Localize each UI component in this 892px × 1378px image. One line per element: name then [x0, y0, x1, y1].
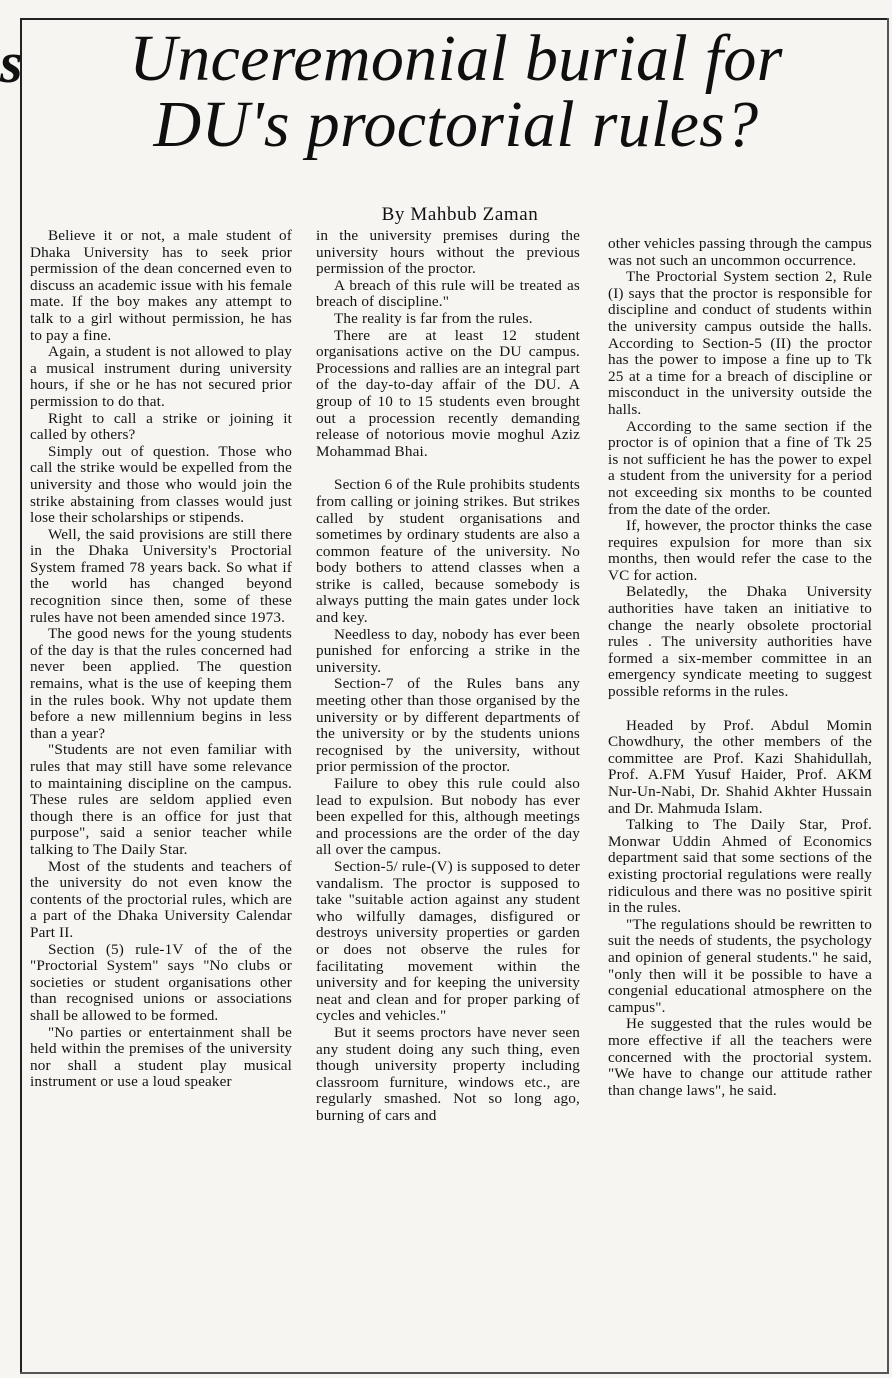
paragraph: Believe it or not, a male student of Dhaka University has to seek prior permission of the dean concerned even to discuss an academic issue with his female mate. If the boy makes any attempt to talk to a girl without permission, he has to pay a fine. — [30, 227, 292, 344]
paragraph: "The regulations should be rewritten to suit the needs of students, the psychology and opinion of general students." he said, "only then will it be possible to have a congenial educational atmosphere on the campus". — [608, 915, 872, 1016]
article-column-2 — [316, 228, 580, 1368]
paragraph: The good news for the young students of the day is that the rules concerned had never been applied. The question remains, what is the use of keeping them in the rules book. Why not update them before a new millennium begins in less than a year? — [30, 625, 292, 742]
byline: By Mahbub Zaman — [381, 204, 539, 225]
adjacent-clipping-fragment: s — [0, 30, 23, 95]
paragraph: Section-7 of the Rules bans any meeting other than those organised by the university or by different departments of the university or by the students unions recognised by the university, without prior permission of the proctor. — [316, 675, 580, 776]
paragraph: Section 6 of the Rule prohibits students from calling or joining strikes. But strikes called by student organisations and sometimes by ordinary students are also a common feature of the university. No body bothers to attend classes when a strike is called, because somebody is always putting the main gates under lock and key. — [316, 476, 580, 627]
paragraph: Headed by Prof. Abdul Momin Chowdhury, the other members of the committee are Prof. Kazi Shahidullah, Prof. A.FM Yusuf Haider, Prof. AKM Nur-Un-Nabi, Dr. Shahid Akhter Hussain and Dr. Mahmuda Islam. — [608, 716, 872, 817]
paragraph: Belatedly, the Dhaka University authorities have taken an initiative to change the nearly obsolete proctorial rules . The university authorities have formed a six-member committee in an emergency syndicate meeting to suggest possible reforms in the rules. — [608, 583, 872, 701]
paragraph: If, however, the proctor thinks the case requires expulsion for more than six months, then would refer the case to the VC for action. — [608, 517, 872, 584]
paragraph: There are at least 12 student organisations active on the DU campus. Processions and rallies are an integral part of the day-to-day affair of the DU. A group of 10 to 15 students even brought out a procession recently demanding release of notorious movie moghul Aziz Mohammad Bhai. — [316, 326, 580, 460]
paragraph: Simply out of question. Those who call the strike would be expelled from the university and those who would join the strike abstaining from classes would just lose their scholarships or stipends. — [30, 442, 292, 527]
paragraph: But it seems proctors have never seen any student doing any such thing, even though university property including classroom furniture, windows etc., are regularly smashed. Not so long ago, burning of cars and — [316, 1023, 580, 1124]
paragraph: in the university premises during the university hours without the previous permission of the proctor. — [316, 227, 580, 278]
headline-line-2: DU's proctorial rules? — [153, 88, 759, 161]
paragraph: Failure to obey this rule could also lead to expulsion. But nobody has ever been expelled for this, although meetings and processions are the order of the day all over the campus. — [316, 775, 580, 859]
paragraph: other vehicles passing through the campus was not such an uncommon occurrence. — [608, 235, 872, 269]
headline-line-1: Unceremonial burial for — [129, 22, 783, 95]
paragraph: Again, a student is not allowed to play a musical instrument during university hours, if she or he has not secured prior permission to do that. — [30, 343, 292, 410]
article-column-1 — [30, 228, 292, 1368]
paragraph: Well, the said provisions are still there in the Dhaka University's Proctorial System framed 78 years back. So what if the world has changed beyond recognition since then, some of these rules have not been amended since 1973. — [30, 525, 292, 626]
paragraph: Right to call a strike or joining it called by others? — [30, 409, 292, 444]
paragraph: The reality is far from the rules. — [334, 309, 533, 327]
paragraph: He suggested that the rules would be more effective if all the teachers were concerned with the proctorial system. "We have to change our attitude rather than change laws", he said. — [608, 1015, 872, 1099]
paragraph: Most of the students and teachers of the university do not even know the contents of the proctorial rules, which are a part of the Dhaka University Calendar Part II. — [30, 857, 292, 941]
paragraph: Needless to day, nobody has ever been punished for enforcing a strike in the university. — [316, 625, 580, 676]
paragraph: A breach of this rule will be treated as breach of discipline." — [316, 276, 580, 311]
paragraph: The Proctorial System section 2, Rule (I) says that the proctor is responsible for discipline and conduct of students within the university campus outside the halls. According to Section-5 (II) the proctor has the power to impose a fine up to Tk 25 at a time for a breach of discipline or misconduct in the university outside the halls. — [608, 268, 872, 418]
article-border-right — [887, 18, 889, 1374]
paragraph: "Students are not even familiar with rules that may still have some relevance to maintaining discipline on the campus. These rules are seldom applied even though there is an office for just that purpose", said a senior teacher while talking to The Daily Star. — [30, 741, 292, 858]
paragraph: According to the same section if the proctor is of opinion that a fine of Tk 25 is not sufficient he has the power to expel a student from the university for a period not exceeding six months to be counted from the date of the order. — [608, 417, 872, 518]
article-border-bottom — [20, 1372, 888, 1374]
paragraph: Talking to The Daily Star, Prof. Monwar Uddin Ahmed of Economics department said that some sections of the existing proctorial regulations were really ridiculous and there was no positive spirit in the rules. — [608, 816, 872, 917]
headline — [24, 22, 888, 161]
paragraph: Section-5/ rule-(V) is supposed to deter vandalism. The proctor is supposed to take "suitable action against any student who wilfully damages, disfigured or destroys university properties or garden or does not observe the rules for facilitating movement within the university and for keeping the university neat and clean and for proper parking of cycles and vehicles." — [316, 857, 580, 1025]
article-column-3 — [608, 236, 872, 1368]
paragraph: Section (5) rule-1V of the of the "Proctorial System" says "No clubs or societies or student organisations other than recognised unions or associations shall be allowed to be formed. — [30, 940, 292, 1024]
paragraph: "No parties or entertainment shall be held within the premises of the university nor shall a student play musical instrument or use a loud speaker — [30, 1023, 292, 1091]
